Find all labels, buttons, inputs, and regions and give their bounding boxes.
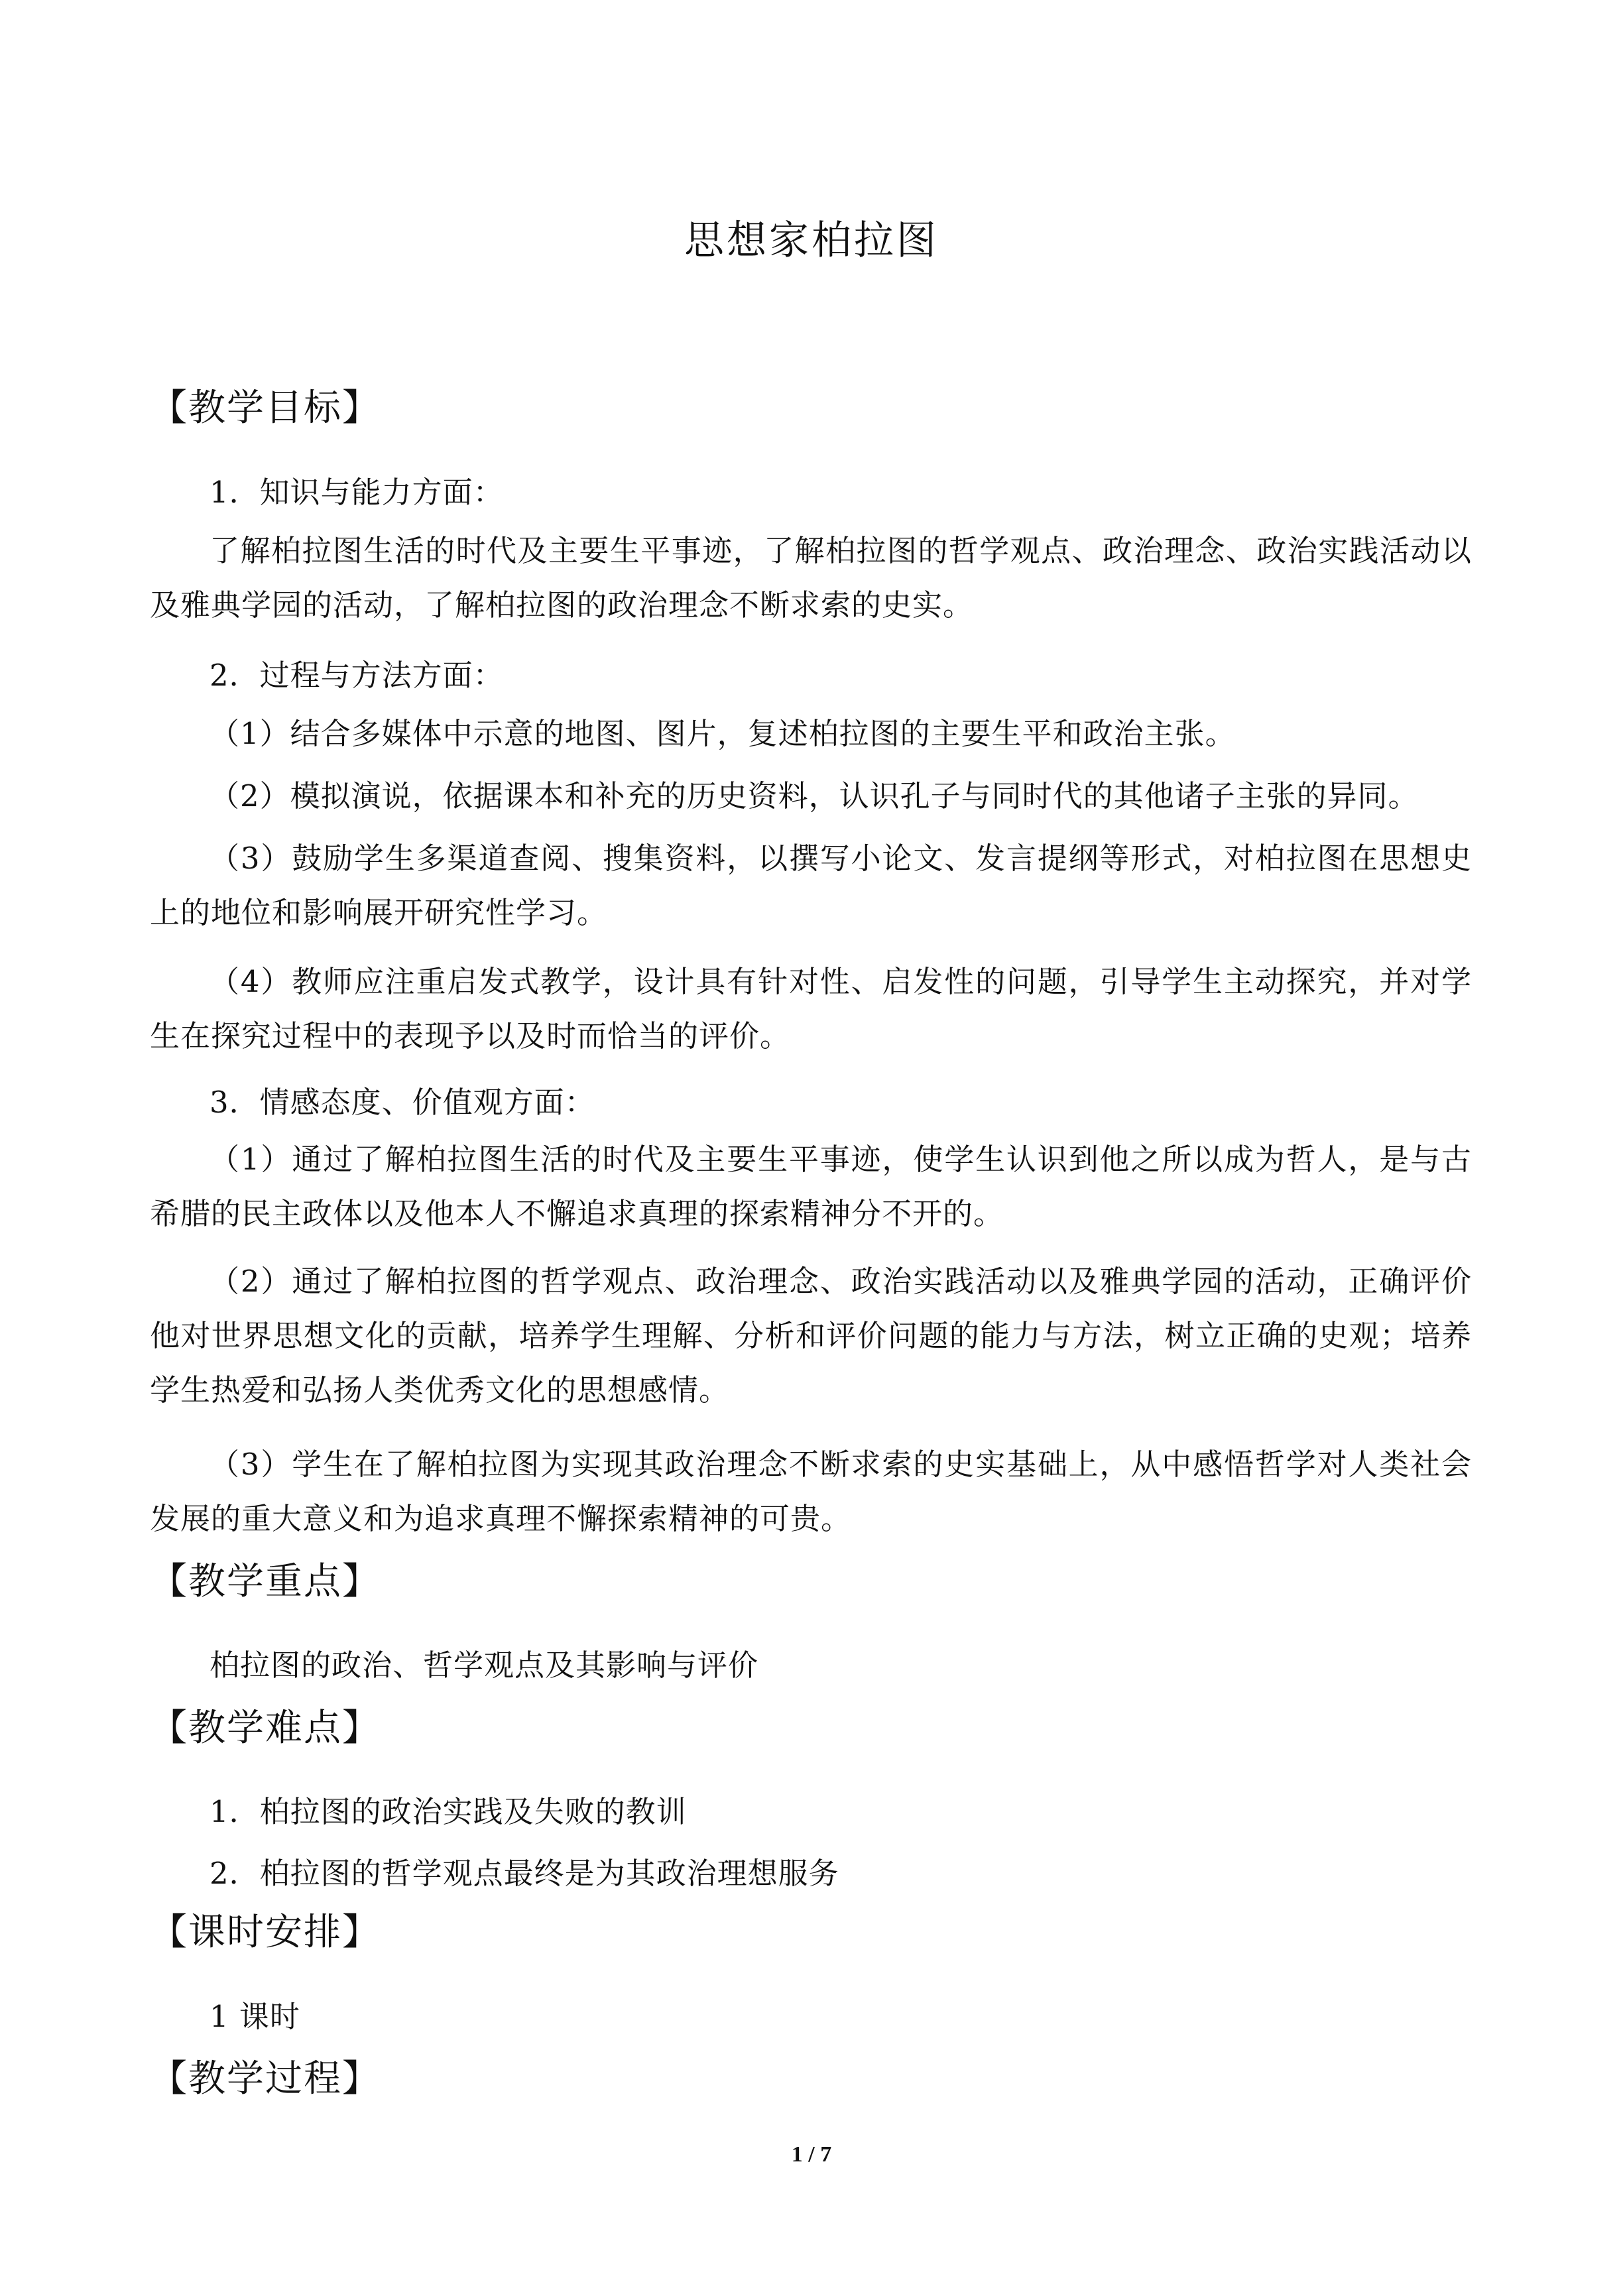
goals-item3-sub2: （2）通过了解柏拉图的哲学观点、政治理念、政治实践活动以及雅典学园的活动，正确评价他对世界思想文化的贡献，培养学生理解、分析和评价问题的能力与方法，树立正确的史观；培养学生热爱和弘扬人类优秀文化的思想感情。 [150, 1264, 1472, 1408]
difficulties-item2: 2．柏拉图的哲学观点最终是为其政治理想服务 [210, 1856, 839, 1891]
goals-item3-sub3: （3）学生在了解柏拉图为实现其政治理念不断求索的史实基础上，从中感悟哲学对人类社会发展的重大意义和为追求真理不懈探索精神的可贵。 [150, 1447, 1472, 1536]
document-title: 思想家柏拉图 [684, 217, 939, 264]
goals-item2-sub1: （1）结合多媒体中示意的地图、图片，复述柏拉图的主要生平和政治主张。 [210, 716, 1236, 751]
section-heading-schedule: 【课时安排】 [150, 1911, 381, 1954]
section-heading-goals: 【教学目标】 [150, 387, 381, 430]
goals-item1-label: 1．知识与能力方面： [210, 475, 504, 510]
goals-item1-text: 了解柏拉图生活的时代及主要生平事迹，了解柏拉图的哲学观点、政治理念、政治实践活动以及雅典学园的活动，了解柏拉图的政治理念不断求索的史实。 [150, 533, 1472, 623]
goals-item3-sub1: （1）通过了解柏拉图生活的时代及主要生平事迹，使学生认识到他之所以成为哲人，是与古希腊的民主政体以及他本人不懈追求真理的探索精神分不开的。 [150, 1142, 1472, 1231]
key-points-text: 柏拉图的政治、哲学观点及其影响与评价 [210, 1648, 759, 1683]
difficulties-item1: 1．柏拉图的政治实践及失败的教训 [210, 1794, 687, 1829]
section-heading-difficulties: 【教学难点】 [150, 1707, 381, 1750]
goals-item2-sub2: （2）模拟演说，依据课本和补充的历史资料，认识孔子与同时代的其他诸子主张的异同。 [210, 778, 1419, 814]
schedule-text: 1 课时 [210, 1999, 300, 2034]
goals-item2-sub3: （3）鼓励学生多渠道查阅、搜集资料，以撰写小论文、发言提纲等形式，对柏拉图在思想史上的地位和影响展开研究性学习。 [150, 841, 1472, 930]
section-heading-key-points: 【教学重点】 [150, 1560, 381, 1603]
goals-item2-label: 2．过程与方法方面： [210, 658, 504, 693]
goals-item2-sub4: （4）教师应注重启发式教学，设计具有针对性、启发性的问题，引导学生主动探究，并对学生在探究过程中的表现予以及时而恰当的评价。 [150, 964, 1472, 1054]
page-number: 1 / 7 [791, 2142, 832, 2167]
section-heading-process: 【教学过程】 [150, 2057, 381, 2100]
goals-item3-label: 3．情感态度、价值观方面： [210, 1085, 595, 1120]
